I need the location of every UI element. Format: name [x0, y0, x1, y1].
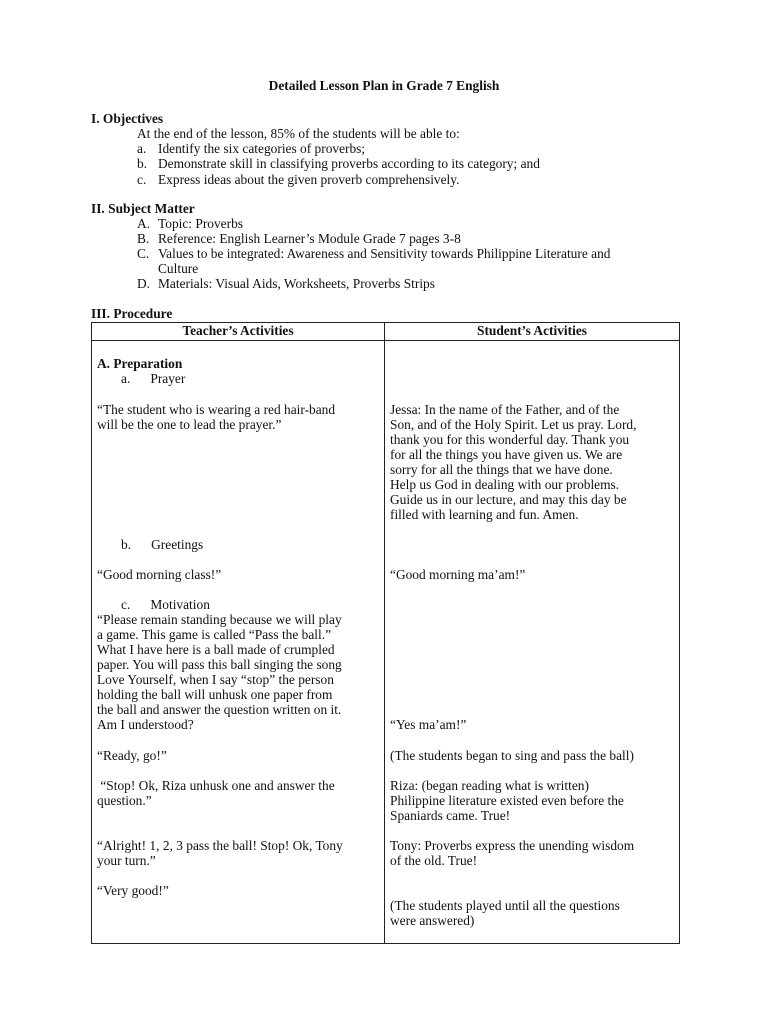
procedure-heading: III. Procedure	[91, 306, 173, 321]
student-line: thank you for this wonderful day. Thank you	[390, 432, 630, 447]
teacher-activities-header: Teacher’s Activities	[92, 323, 385, 341]
objective-marker: a.	[137, 141, 147, 156]
teacher-line: “Very good!”	[97, 883, 169, 898]
objective-item: Express ideas about the given proverb comprehensively.	[158, 172, 460, 187]
student-line: for all the things you have given us. We are	[390, 447, 623, 462]
document-title: Detailed Lesson Plan in Grade 7 English	[268, 78, 500, 93]
subject-marker: C.	[137, 246, 150, 261]
student-line: Help us God in dealing with our problems.	[390, 477, 620, 492]
teacher-line: “Alright! 1, 2, 3 pass the ball! Stop! Ok, Tony	[97, 838, 343, 853]
subject-marker: D.	[137, 276, 151, 291]
student-line: (The students played until all the questions	[390, 898, 620, 913]
student-activities-cell	[385, 341, 680, 944]
student-line: Guide us in our lecture, and may this day be	[390, 492, 627, 507]
greetings-label: b. Greetings	[121, 537, 204, 552]
student-line: Tony: Proverbs express the unending wisdom	[390, 838, 635, 853]
subject-item: Reference: English Learner’s Module Grade 7 pages 3-8	[158, 231, 461, 246]
teacher-line: Am I understood?	[97, 717, 194, 732]
objective-item: Identify the six categories of proverbs;	[158, 141, 366, 156]
objective-marker: b.	[137, 156, 148, 171]
objectives-intro: At the end of the lesson, 85% of the students will be able to:	[137, 126, 460, 141]
teacher-activities-cell	[92, 341, 385, 944]
objectives-heading: I. Objectives	[91, 111, 164, 126]
prayer-label: a. Prayer	[121, 371, 186, 386]
student-line: (The students began to sing and pass the ball)	[390, 748, 634, 763]
teacher-line: the ball and answer the question written on it.	[97, 702, 342, 717]
subject-item: Values to be integrated: Awareness and Sensitivity towards Philippine Literature and	[158, 246, 611, 261]
student-line: Riza: (began reading what is written)	[390, 778, 589, 793]
motivation-label: c. Motivation	[121, 597, 210, 612]
teacher-line: “Please remain standing because we will play	[97, 612, 342, 627]
student-line: “Good morning ma’am!”	[390, 567, 526, 582]
procedure-table	[91, 322, 680, 944]
teacher-line: your turn.”	[97, 853, 156, 868]
teacher-line: a game. This game is called “Pass the ball.”	[97, 627, 332, 642]
student-line: sorry for all the things that we have done.	[390, 462, 613, 477]
student-line: filled with learning and fun. Amen.	[390, 507, 579, 522]
subject-marker: A.	[137, 216, 151, 231]
subject-item-continued: Culture	[158, 261, 199, 276]
student-activities-header: Student’s Activities	[385, 323, 680, 341]
preparation-heading: A. Preparation	[97, 356, 183, 371]
student-line: Spaniards came. True!	[390, 808, 511, 823]
student-line: were answered)	[390, 913, 475, 928]
teacher-line: “Ready, go!”	[97, 748, 167, 763]
teacher-line: Love Yourself, when I say “stop” the person	[97, 672, 334, 687]
student-line: of the old. True!	[390, 853, 478, 868]
objective-item: Demonstrate skill in classifying proverbs according to its category; and	[158, 156, 540, 171]
student-line: “Yes ma’am!”	[390, 717, 467, 732]
teacher-line: “Good morning class!”	[97, 567, 222, 582]
subject-item: Materials: Visual Aids, Worksheets, Proverbs Strips	[158, 276, 435, 291]
subject-marker: B.	[137, 231, 150, 246]
teacher-line: paper. You will pass this ball singing the song	[97, 657, 342, 672]
teacher-line: What I have here is a ball made of crumpled	[97, 642, 335, 657]
student-line: Son, and of the Holy Spirit. Let us pray. Lord,	[390, 417, 637, 432]
student-line: Jessa: In the name of the Father, and of the	[390, 402, 620, 417]
teacher-line: holding the ball will unhusk one paper from	[97, 687, 333, 702]
teacher-line: “Stop! Ok, Riza unhusk one and answer the	[97, 778, 335, 793]
objective-marker: c.	[137, 172, 147, 187]
subject-matter-heading: II. Subject Matter	[91, 201, 195, 216]
student-line: Philippine literature existed even before the	[390, 793, 624, 808]
teacher-line: question.”	[97, 793, 152, 808]
teacher-line: will be the one to lead the prayer.”	[97, 417, 282, 432]
subject-item: Topic: Proverbs	[158, 216, 243, 231]
teacher-line: “The student who is wearing a red hair-band	[97, 402, 336, 417]
